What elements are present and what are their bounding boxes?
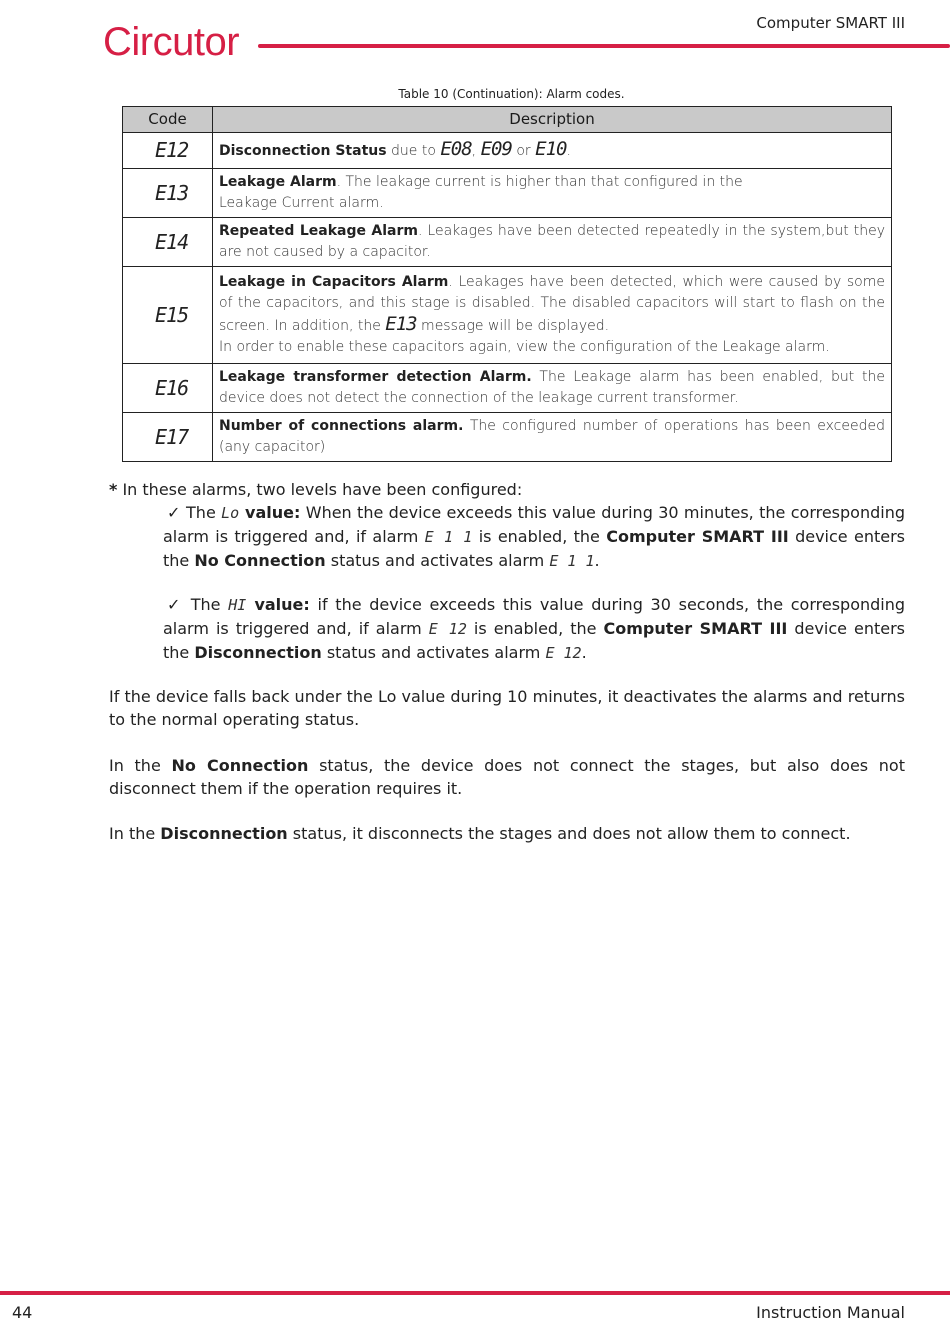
desc-text: or bbox=[511, 143, 536, 159]
alarm-description bbox=[213, 364, 892, 413]
code-ref: E09 bbox=[480, 138, 512, 160]
para-bold: Disconnection bbox=[160, 824, 288, 843]
note-bold: Computer SMART III bbox=[603, 619, 788, 638]
levels-intro bbox=[109, 478, 905, 501]
desc-text: . bbox=[566, 143, 571, 159]
para-text: In the bbox=[109, 756, 172, 775]
code-ref: E13 bbox=[385, 313, 417, 335]
note-text: is enabled, the bbox=[466, 619, 604, 638]
alarm-codes-table bbox=[122, 106, 892, 462]
alarm-description bbox=[213, 169, 892, 218]
alarm-name: Leakage Alarm bbox=[219, 174, 337, 190]
note-text: is enabled, the bbox=[472, 527, 607, 546]
table-row bbox=[123, 267, 892, 364]
display-code: Lo bbox=[221, 504, 240, 522]
display-code: HI bbox=[228, 596, 247, 614]
code-ref: E08 bbox=[440, 138, 472, 160]
desc-text: In order to enable these capacitors again, view the configuration of the Leakage alarm. bbox=[219, 339, 830, 355]
note-bold: Computer SMART III bbox=[606, 527, 789, 546]
desc-text: due to bbox=[386, 143, 441, 159]
table-row bbox=[123, 133, 892, 169]
note-text: When the device exceeds this value during 30 minutes, the corresponding alarm is triggered and, if alarm bbox=[163, 503, 905, 546]
alarm-name: Leakage transformer detection Alarm. bbox=[219, 369, 532, 385]
alarm-description bbox=[213, 218, 892, 267]
desc-text: , bbox=[471, 143, 481, 159]
note-bold: value: bbox=[246, 595, 310, 614]
para-text: status, the device does not connect the stages, but also does not disconnect them if the operation requires it. bbox=[109, 756, 905, 798]
note-bold: Disconnection bbox=[194, 643, 322, 662]
para-bold: No Connection bbox=[171, 756, 309, 775]
desc-text: . Leakages have been detected, which were caused by some of the capacitors, and this stage is disabled. The disabled capacitors will start to flash on the screen. In addition, the bbox=[219, 274, 885, 334]
display-code: E 12 bbox=[428, 620, 467, 638]
alarm-name: Leakage in Capacitors Alarm bbox=[219, 274, 449, 290]
table-caption: Table 10 (Continuation): Alarm codes. bbox=[398, 87, 625, 101]
note-text: status and activates alarm bbox=[321, 643, 546, 662]
note-text: if the device exceeds this value during 30 seconds, the corresponding alarm is triggered and, if alarm bbox=[163, 595, 906, 638]
alarm-code: E12 bbox=[123, 133, 213, 169]
display-code: E 1 1 bbox=[424, 528, 473, 546]
desc-text: Leakage Current alarm. bbox=[219, 195, 384, 211]
desc-text: The Leakage alarm has been enabled, but the device does not detect the connection of the leakage current transformer. bbox=[219, 369, 885, 406]
display-code: E 1 1 bbox=[549, 552, 595, 570]
intro-text: In these alarms, two levels have been configured: bbox=[117, 480, 523, 499]
code-column-header: Code bbox=[123, 107, 213, 133]
alarm-code: E15 bbox=[123, 267, 213, 364]
disconnection-paragraph bbox=[109, 822, 905, 845]
code-ref: E10 bbox=[535, 138, 567, 160]
note-text: . bbox=[594, 551, 600, 570]
alarm-code: E14 bbox=[123, 218, 213, 267]
hi-value-note bbox=[163, 593, 905, 665]
note-bold: value: bbox=[239, 503, 301, 522]
alarm-code: E16 bbox=[123, 364, 213, 413]
alarm-name: Disconnection Status bbox=[219, 143, 387, 159]
footer-rule bbox=[0, 1291, 950, 1295]
desc-text: . Leakages have been detected repeatedly in the system,but they are not caused by a capacitor. bbox=[219, 223, 885, 260]
no-connection-paragraph bbox=[109, 754, 905, 800]
header-title: Computer SMART III bbox=[756, 14, 905, 32]
alarm-description bbox=[213, 413, 892, 462]
checkmark-icon: ✓ bbox=[167, 503, 181, 522]
circutor-logo: Circutor bbox=[103, 20, 240, 64]
asterisk: * bbox=[109, 480, 118, 499]
desc-text: message will be displayed. bbox=[416, 318, 610, 334]
note-text: status and activates alarm bbox=[325, 551, 550, 570]
page-number: 44 bbox=[12, 1303, 33, 1322]
checkmark-icon: ✓ bbox=[167, 595, 184, 614]
header-rule bbox=[258, 44, 950, 48]
table-row bbox=[123, 413, 892, 462]
display-code: E 12 bbox=[545, 644, 582, 662]
note-text: device enters the bbox=[163, 527, 905, 570]
alarm-description bbox=[213, 133, 892, 169]
note-text: . bbox=[581, 643, 587, 662]
note-text: The bbox=[180, 503, 222, 522]
alarm-name: Number of connections alarm. bbox=[219, 418, 464, 434]
note-text: device enters the bbox=[163, 619, 906, 662]
table-row bbox=[123, 218, 892, 267]
alarm-name: Repeated Leakage Alarm bbox=[219, 223, 418, 239]
note-bold: No Connection bbox=[194, 551, 326, 570]
table-header-row bbox=[123, 107, 892, 133]
para-text: status, it disconnects the stages and does not allow them to connect. bbox=[287, 824, 851, 843]
alarm-code: E17 bbox=[123, 413, 213, 462]
alarm-code: E13 bbox=[123, 169, 213, 218]
description-column-header: Description bbox=[213, 107, 892, 133]
desc-text: The configured number of operations has been exceeded (any capacitor) bbox=[219, 418, 885, 455]
para-text: In the bbox=[109, 824, 161, 843]
note-text: The bbox=[183, 595, 229, 614]
table-row bbox=[123, 364, 892, 413]
fallback-paragraph: If the device falls back under the Lo value during 10 minutes, it deactivates the alarms and returns to the normal operating status. bbox=[109, 687, 905, 729]
desc-text: . The leakage current is higher than that configured in the bbox=[336, 174, 743, 190]
alarm-description bbox=[213, 267, 892, 364]
table-row bbox=[123, 169, 892, 218]
footer-title: Instruction Manual bbox=[756, 1303, 905, 1322]
lo-value-note bbox=[163, 501, 905, 573]
